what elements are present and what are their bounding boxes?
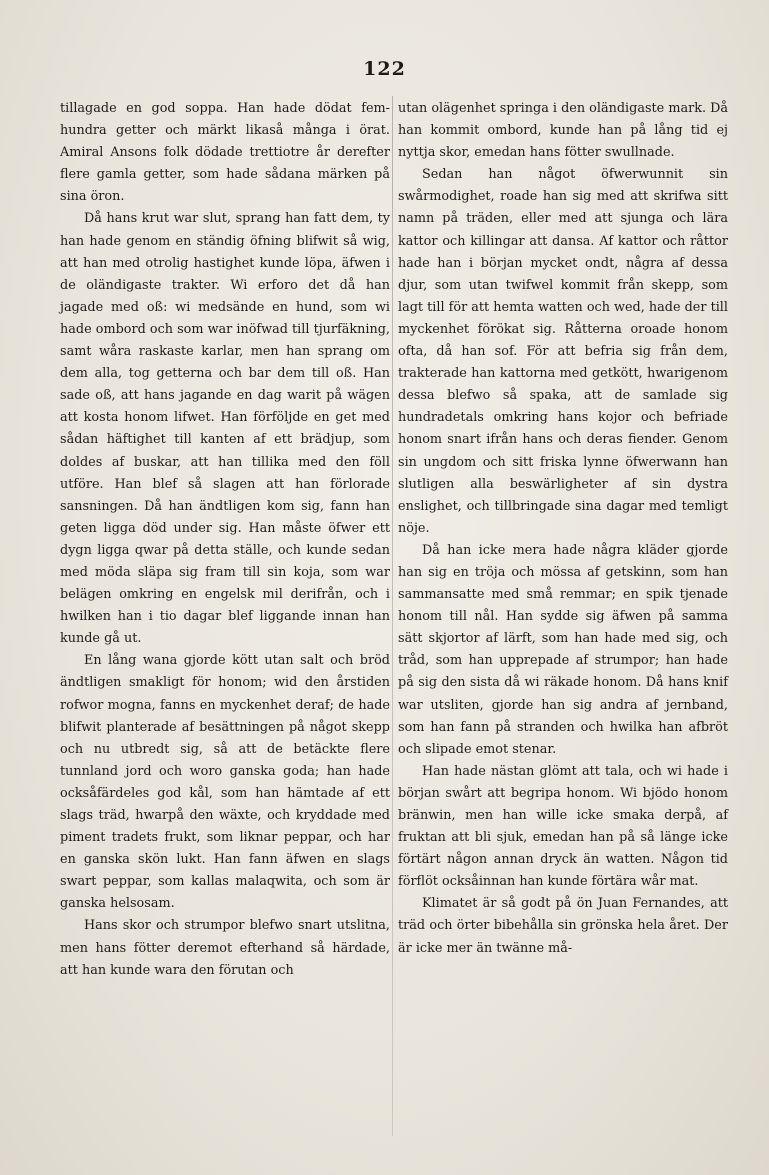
paragraph: tillagade en god soppa. Han hade dödat fem-hundra getter och märkt likaså många i örat. Amiral Ansons folk dödade trettiotre år derefter flere gamla getter, som hade sådana märken på sina öron. — [60, 101, 390, 205]
paragraph: Då hans krut war slut, sprang han fatt dem, ty han hade genom en ständig öfning blifwit så wig, att han med otrolig hastighet kunde löpa, äfwen i de oländigaste trakter. Wi erforo det då han jagade med oß: wi medsände en hund, som wi hade ombord och som war inöfwad till tjurfäkning, samt wåra raskaste karlar, men han sprang om dem alla, tog getterna och bar dem till oß. Han sade oß, att hans jagande en dag warit på wägen att kosta honom lifwet. Han förföljde en get med sådan häftighet till kanten af ett brädjup, som doldes af buskar, att han tillika med den föll utföre. Han blef så slagen att han förlorade sansningen. Då han ändtligen kom sig, fann han geten ligga död under sig. Han måste öfwer ett dygn ligga qwar på detta ställe, och kunde sedan med möda släpa sig fram till sin koja, som war belägen omkring en engelsk mil derifrån, och i hwilken han i tio dagar blef liggande innan han kunde gå ut. — [60, 211, 390, 647]
page-number: 122 — [363, 58, 406, 80]
paragraph: utan olägenhet springa i den oländigaste mark. Då han kommit ombord, kunde han på lång tid ej nyttja skor, emedan hans fötter swullnade. — [398, 101, 728, 161]
right-column — [398, 98, 728, 960]
paragraph: Han hade nästan glömt att tala, och wi hade i början swårt att begripa honom. Wi bjödo honom bränwin, men han wille icke smaka derpå, af fruktan att bli sjuk, emedan han på så länge icke förtärt någon annan dryck än watten. Någon tid förflöt ocksåinnan han kunde förtära wår mat. — [398, 763, 728, 890]
paragraph: Sedan han något öfwerwunnit sin swårmodighet, roade han sig med att skrifwa sitt namn på träden, eller med att sjunga och lära kattor och killingar att dansa. Af kattor och råttor hade han i början mycket ondt, några af dessa djur, som utan twifwel kommit från skepp, som lagt till för att hemta watten och wed, hade der till myckenhet förökat sig. Råtterna oroade honom ofta, då han sof. För att befria sig från dem, trakterade han kattorna med getkött, hwarigenom dessa blefwo så spaka, att de samlade sig hundradetals omkring hans kojor och befriade honom snart ifrån hans och deras fiender. Genom sin ungdom och sitt friska lynne öfwerwann han slutligen alla beswärligheter af sin dystra enslighet, och tillbringade sina dagar med temligt nöje. — [398, 167, 728, 536]
paragraph: Då han icke mera hade några kläder gjorde han sig en tröja och mössa af getskinn, som han sammansatte med små remmar; en spik tjenade honom till nål. Han sydde sig äfwen på samma sätt skjortor af lärft, som han hade med sig, och tråd, som han upprepade af strumpor; han hade på sig den sista då wi räkade honom. Då hans knif war utsliten, gjorde han sig andra af jernband, som han fann på stranden och hwilka han afbröt och slipade emot stenar. — [398, 542, 728, 757]
left-column — [60, 98, 390, 982]
paragraph: Hans skor och strumpor blefwo snart utslitna, men hans fötter deremot efterhand så härdade, att han kunde wara den förutan och — [60, 918, 390, 978]
paragraph: En lång wana gjorde kött utan salt och bröd ändtligen smakligt för honom; wid den årstiden rofwor mogna, fanns en myckenhet deraf; de hade blifwit planterade af besättningen på något skepp och nu utbredt sig, så att de betäckte flere tunnland jord och woro ganska goda; han hade ocksåfärdeles god kål, som han hämtade af ett slags träd, hwarpå den wäxte, och kryddade med piment tradets frukt, som liknar peppar, och har en ganska skön lukt. Han fann äfwen en slags swart peppar, som kallas malaqwita, och som är ganska helsosam. — [60, 653, 390, 912]
column-divider — [392, 96, 393, 1136]
paragraph: Klimatet är så godt på ön Juan Fernandes, att träd och örter bibehålla sin grönska hela året. Der är icke mer än twänne må- — [398, 896, 728, 956]
